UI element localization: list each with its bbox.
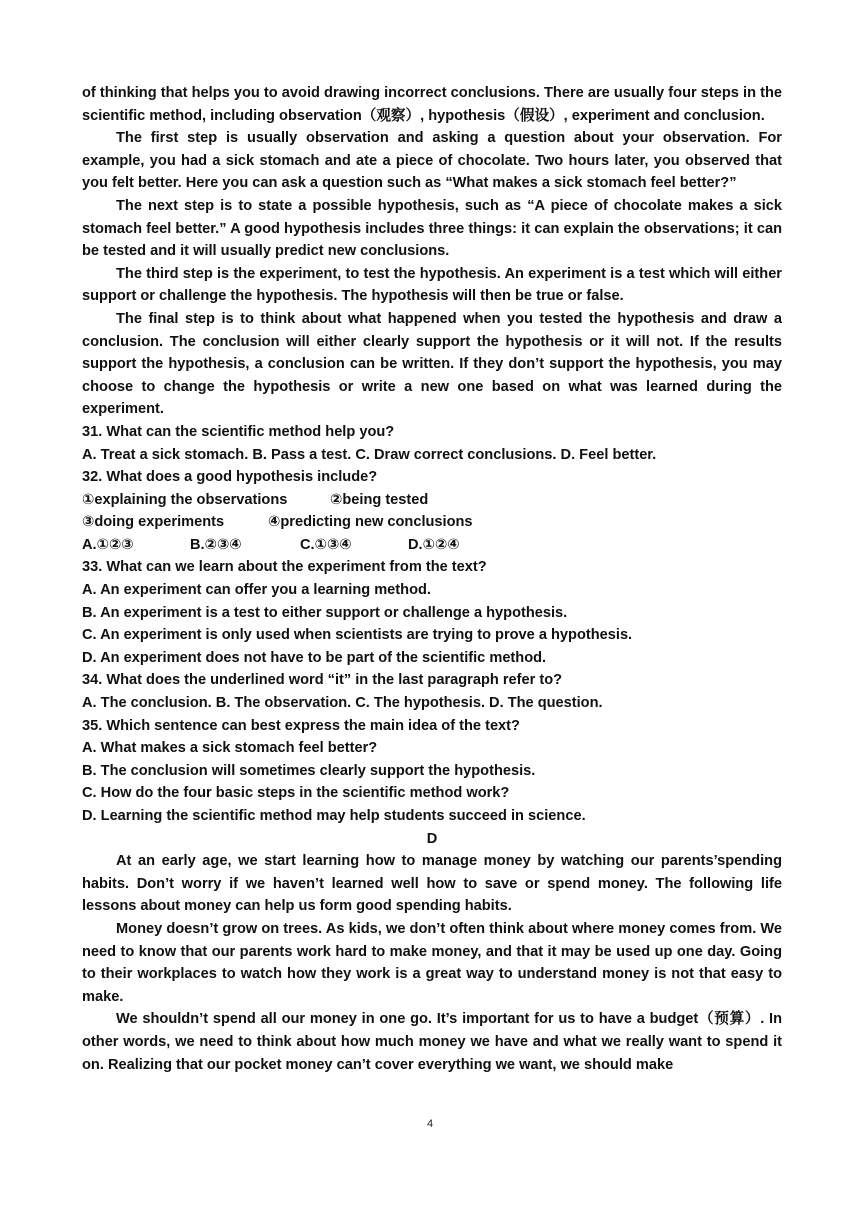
question-35-option-c: C. How do the four basic steps in the scientific method work? [82, 785, 510, 802]
option-b: B.②③④ [190, 536, 242, 553]
question-33-option-c: C. An experiment is only used when scientists are trying to prove a hypothesis. [82, 627, 633, 644]
question-32: 32. What does a good hypothesis include? [82, 469, 378, 486]
question-35-option-d: D. Learning the scientific method may help students succeed in science. [82, 808, 586, 824]
question-32-options [82, 534, 782, 557]
question-33-option-d: D. An experiment does not have to be part of the scientific method. [82, 649, 547, 666]
item-4: ④predicting new conclusions [268, 514, 473, 531]
question-33-option-a: A. An experiment can offer you a learning method. [82, 582, 431, 599]
question-34-options: A. The conclusion. B. The observation. C. The hypothesis. D. The question. [82, 695, 603, 712]
question-31-options: A. Treat a sick stomach. B. Pass a test. C. Draw correct conclusions. D. Feel better. [82, 446, 657, 463]
document-page [82, 82, 782, 1076]
question-33: 33. What can we learn about the experiment from the text? [82, 559, 487, 576]
question-31: 31. What can the scientific method help you? [82, 423, 395, 440]
question-34: 34. What does the underlined word “it” in the last paragraph refer to? [82, 672, 563, 689]
question-35: 35. Which sentence can best express the main idea of the text? [82, 717, 520, 734]
option-c: C.①③④ [300, 536, 352, 553]
question-35-option-b: B. The conclusion will sometimes clearly support the hypothesis. [82, 762, 536, 779]
page-number: 4 [426, 1118, 434, 1130]
paragraph-hypothesis: The next step is to state a possible hypothesis, such as “A piece of chocolate makes a sick stomach feel better.” A good hypothesis includes three things: it can explain the observations; it can be tested and it will usually predict new conclusions. [82, 197, 782, 260]
paragraph-d-budget: We shouldn’t spend all our money in one go. It’s important for us to have a budget（预算）. In other words, we need to think about how much money we have and what we really want to spend it on. Realizing that our pocket money can’t cover everything we want, we should make [82, 1011, 782, 1073]
question-32-items-row-1 [82, 489, 782, 512]
question-32-items-row-2 [82, 511, 782, 534]
option-d: D.①②④ [408, 536, 460, 553]
item-1: ①explaining the observations [82, 491, 288, 508]
paragraph-experiment: The third step is the experiment, to test the hypothesis. An experiment is a test which will either support or challenge the hypothesis. The hypothesis will then be true or false. [82, 265, 782, 305]
question-33-option-b: B. An experiment is a test to either support or challenge a hypothesis. [82, 604, 568, 621]
paragraph-d-intro: At an early age, we start learning how to manage money by watching our parents’spending habits. Don’t worry if we haven’t learned well how to save or spend money. The following life lessons about money can help us form good spending habits. [82, 853, 782, 915]
paragraph-continued: of thinking that helps you to avoid drawing incorrect conclusions. There are usually four steps in the scientific method, including observation（观察）, hypothesis（假设）, experiment and conclusion. [82, 85, 782, 124]
section-heading: D [426, 830, 438, 847]
paragraph-conclusion: The final step is to think about what happened when you tested the hypothesis and draw a conclusion. The conclusion will either clearly support the hypothesis or it will not. If the results support the hypothesis, a conclusion can be written. If they don’t support the hypothesis, you may choose to change the hypothesis or write a new one based on what was learned during the experiment. [82, 310, 782, 418]
paragraph-d-money-trees: Money doesn’t grow on trees. As kids, we don’t often think about where money comes from. We need to know that our parents work hard to make money, and that it may be used up one day. Going to their workplaces to watch how they work is a great way to understand money is not that easy to make. [82, 920, 782, 1005]
item-3: ③doing experiments [82, 514, 225, 531]
item-2: ②being tested [330, 491, 429, 508]
paragraph-observation: The first step is usually observation and asking a question about your observation. For example, you had a sick stomach and ate a piece of chocolate. Two hours later, you observed that you felt better. Here you can ask a question such as “What makes a sick stomach feel better?” [82, 130, 782, 192]
question-35-option-a: A. What makes a sick stomach feel better? [82, 740, 378, 757]
option-a: A.①②③ [82, 536, 134, 553]
